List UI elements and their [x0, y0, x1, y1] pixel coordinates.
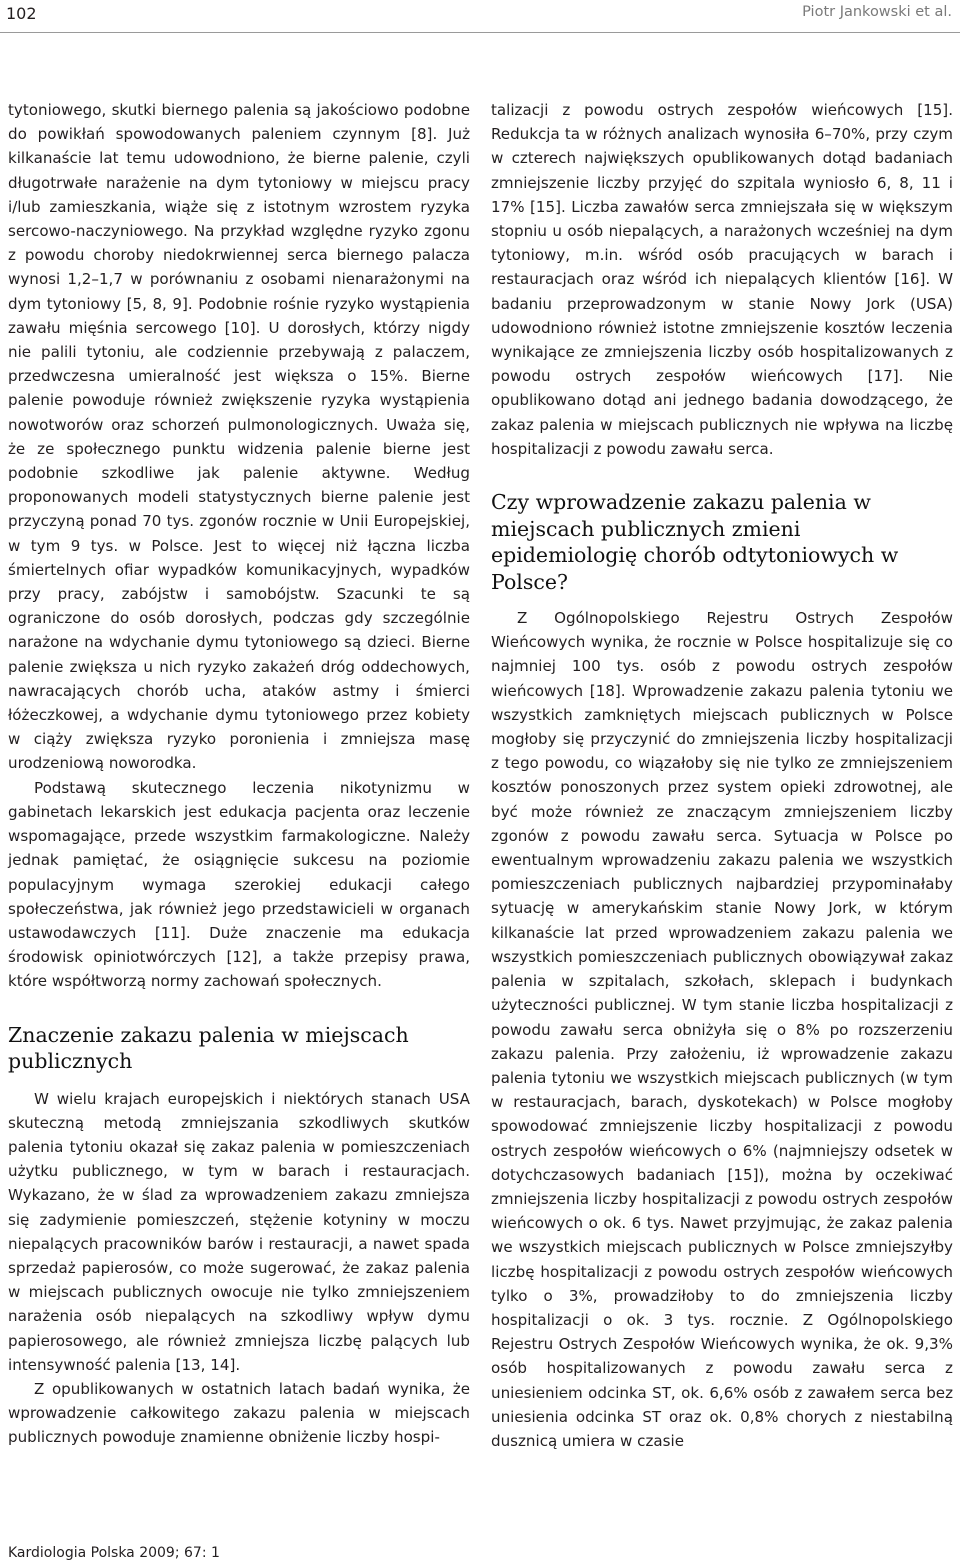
left-column — [8, 98, 470, 1450]
paragraph: Z Ogólnopolskiego Rejestru Ostrych Zespołów Wieńcowych wynika, że rocznie w Polsce hospitalizuje się co najmniej 100 tys. osób z powodu ostrych zespołów wieńcowych [18]. Wprowadzenie zakazu palenia tytoniu we wszystkich zamkniętych miejscach publicznych w Polsce mogłoby się przyczynić do zmniejszenia liczby hospitalizacji z tego powodu, co wiązałoby się nie tylko ze zmniejszeniem kosztów ponoszonych przez system opieki zdrowotnej, ale być może również ze znaczącym zmniejszeniem liczby zgonów z powodu zawału serca. Sytuacja w Polsce po ewentualnym wprowadzeniu zakazu palenia we wszystkich pomieszczeniach publicznych najbardziej przypominałaby sytuację w amerykańskim stanie Nowy Jork, w którym kilkanaście lat przed wprowadzeniem zakazu palenia we wszystkich pomieszczeniach publicznych obowiązywał zakaz palenia w szpitalach, szkołach, sklepach i budynkach użyteczności publicznej. W tym stanie liczba hospitalizacji z powodu zawału serca obniżyła się o 8% po rozszerzeniu zakazu palenia. Przy założeniu, iż wprowadzenie zakazu palenia tytoniu we wszystkich miejscach publicznych (w tym w restauracjach, barach, dyskotekach) w Polsce mogłoby spowodować zmniejszenie liczby hospitalizacji z powodu ostrych zespołów wieńcowych o 6% (najmniejszy odsetek w dotychczasowych badaniach [15]), można by oczekiwać zmniejszenia liczby hospitalizacji z powodu ostrych zespołów wieńcowych o ok. 6 tys. Nawet przyjmując, że zakaz palenia we wszystkich miejscach publicznych w Polsce zmniejszyłby liczbę hospitalizacji z powodu ostrych zespołów wieńcowych tylko o 3%, prowadziłoby to do zmniejszenia liczby hospitalizacji o ok. 3 tys. rocznie. Z Ogólnopolskiego Rejestru Ostrych Zespołów Wieńcowych wynika, że ok. 9,3% osób hospitalizowanych z powodu zawału serca z uniesieniem odcinka ST, ok. 6,6% osób z zawałem serca bez uniesienia odcinka ST oraz ok. 0,8% chorych z niestabilną dusznicą umiera w czasie — [491, 609, 953, 1450]
page-number: 102 — [6, 4, 37, 23]
right-column — [491, 98, 953, 1453]
header-divider — [0, 32, 960, 33]
paragraph: tytoniowego, skutki biernego palenia są jakościowo podobne do powikłań spowodowanych paleniem czynnym [8]. Już kilkanaście lat temu udowodniono, że bierne palenie, czyli długotrwałe narażenie na dym tytoniowy w miejscu pracy i/lub zamieszkania, wiąże się z istotnym wzrostem ryzyka sercowo-naczyniowego. Na przykład względne ryzyko zgonu z powodu choroby niedokrwiennej serca biernego palacza wynosi 1,2–1,7 w porównaniu z osobami nienarażonymi na dym tytoniowy [5, 8, 9]. Podobnie rośnie ryzyko wystąpienia zawału mięśnia sercowego [10]. U dorosłych, którzy nigdy nie palili tytoniu, ale codziennie przebywają z palaczem, przedwczesna umieralność jest większa o 15%. Bierne palenie powoduje również zwiększenie ryzyka wystąpienia nowotworów oraz schorzeń pulmonologicznych. Uważa się, że ze społecznego punktu widzenia palenie bierne jest podobnie szkodliwe jak palenie aktywne. Według proponowanych modeli statystycznych bierne palenie jest przyczyną ponad 70 tys. zgonów rocznie w Unii Europejskiej, w tym 9 tys. w Polsce. Jest to więcej niż łączna liczba śmiertelnych ofiar wypadków komunikacyjnych, wypadków przy pracy, zabójstw i samobójstw. Szacunki te są ograniczone do osób dorosłych, podczas gdy szczególnie narażone na wdychanie dymu tytoniowego są dzieci. Bierne palenie zwiększa u nich ryzyko zakażeń dróg oddechowych, nawracających chorób ucha, ataków astmy i śmierci łóżeczkowej, a wdychanie dymu tytoniowego przez kobiety w ciąży zwiększa ryzyko poronienia i zmniejsza masę urodzeniową noworodka. — [8, 101, 470, 773]
paragraph: W wielu krajach europejskich i niektórych stanach USA skuteczną metodą zmniejszania szkodliwych skutków palenia tytoniu okazał się zakaz palenia w pomieszczeniach użytku publicznego, w tym w barach i restauracjach. Wykazano, że w ślad za wprowadzeniem zakazu zmniejsza się zadymienie pomieszczeń, stężenie kotyniny w moczu niepalących pracowników barów i restauracji, a nawet spada sprzedaż papierosów, co może sugerować, że zakaz palenia w miejscach publicznych owocuje nie tylko zmniejszeniem narażenia osób niepalących na szkodliwy wpływ dymu papierosowego, ale również zmniejsza liczbę palących lub intensywność palenia [13, 14]. — [8, 1089, 470, 1374]
paragraph: Podstawą skutecznego leczenia nikotynizmu w gabinetach lekarskich jest edukacja pacjenta oraz leczenie wspomagające, przede wszystkim farmakologiczne. Należy jednak pamiętać, że osiągnięcie sukcesu na poziomie populacyjnym wymaga szerokiej edukacji całego społeczeństwa, jak również jego przedstawicieli w organach ustawodawczych [11]. Duże znaczenie ma edukacja środowisk opiniotwórczych [12], a także przepisy prawa, które współtworzą normy zachowań społecznych. — [8, 778, 470, 991]
journal-footer: Kardiologia Polska 2009; 67: 1 — [8, 1545, 220, 1561]
page-header — [0, 0, 960, 28]
section-heading: Znaczenie zakazu palenia w miejscach publicznych — [8, 1022, 409, 1074]
paragraph: Z opublikowanych w ostatnich latach badań wynika, że wprowadzenie całkowitego zakazu palenia w miejscach publicznych powoduje znamienne obniżenie liczby hospi- — [8, 1379, 470, 1447]
paragraph: talizacji z powodu ostrych zespołów wieńcowych [15]. Redukcja ta w różnych analizach wynosiła 6–70%, przy czym w czterech największych opublikowanych dotąd badaniach zmniejszenie liczby przyjęć do szpitala wyniosło 6, 8, 11 i 17% [15]. Liczba zawałów serca zmniejszała się w większym stopniu u osób niepalących, a narażonych wcześniej na dym tytoniowy, m.in. wśród osób pracujących w barach i restauracjach oraz wśród ich niepalących klientów [16]. W badaniu przeprowadzonym w stanie Nowy Jork (USA) udowodniono również istotne zmniejszenie kosztów leczenia wynikające ze zmniejszenia liczby osób hospitalizowanych z powodu ostrych zespołów wieńcowych [17]. Nie opublikowano dotąd ani jednego badania dowodzącego, że zakaz palenia w miejscach publicznych nie wpływa na liczbę hospitalizacji z powodu zawału serca. — [491, 101, 953, 458]
section-heading: Czy wprowadzenie zakazu palenia w miejscach publicznych zmieni epidemiologię chorób odtytoniowych w Polsce? — [491, 490, 899, 594]
running-head-authors: Piotr Jankowski et al. — [802, 4, 952, 20]
